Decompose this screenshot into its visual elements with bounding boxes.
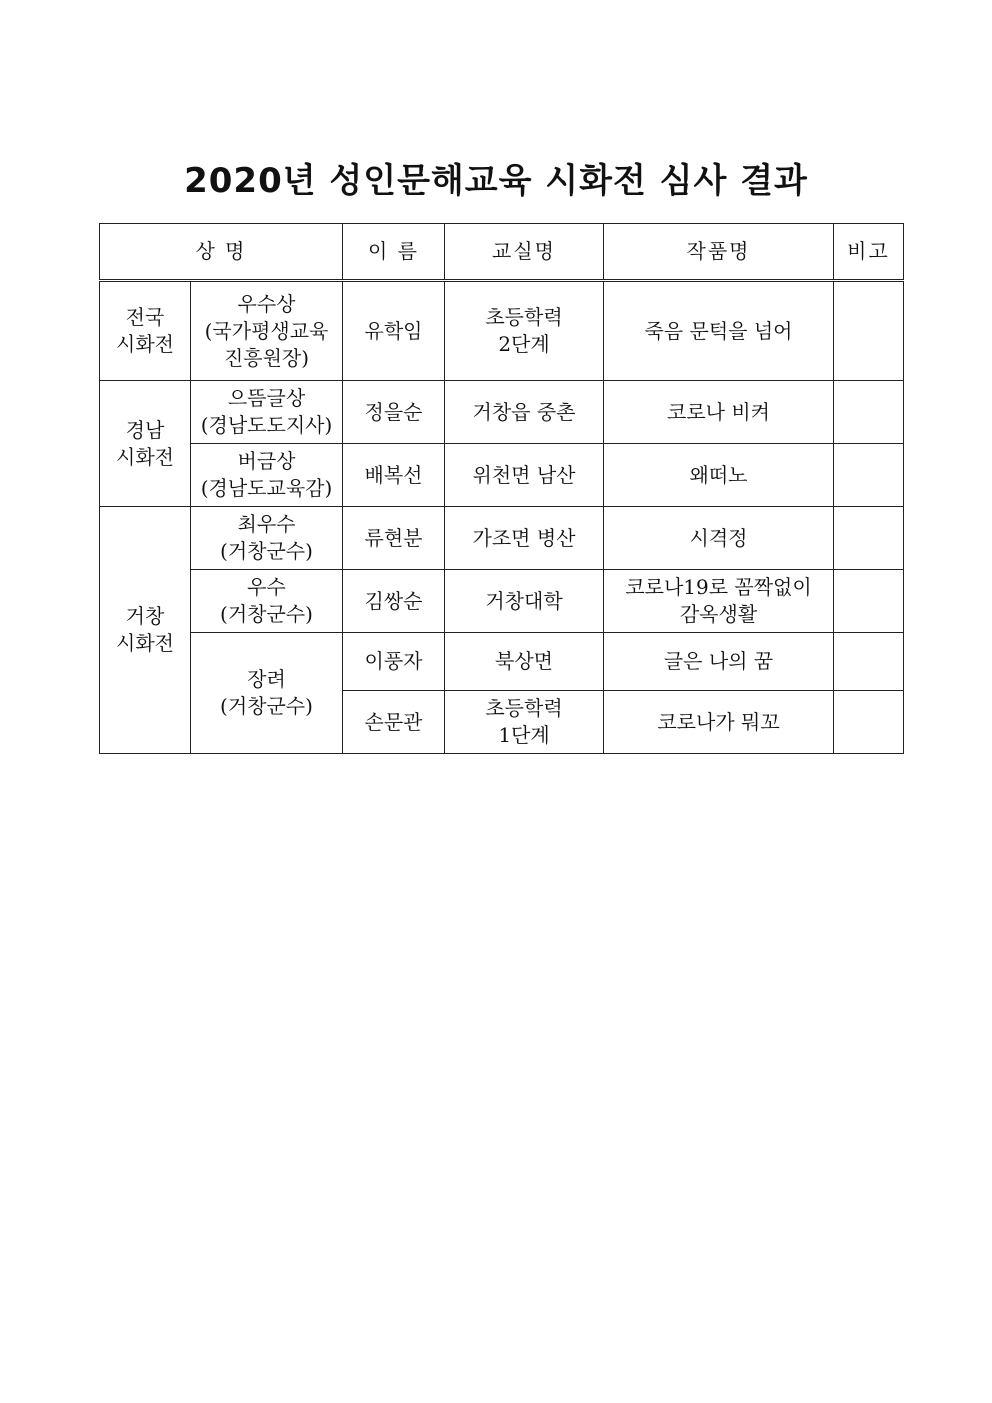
- award-cell: [191, 570, 343, 633]
- exhibition-cell: [100, 281, 191, 381]
- award-results-table: [99, 223, 904, 754]
- award-label: (국가평생교육: [204, 318, 329, 343]
- classroom-cell: [445, 691, 604, 754]
- award-label: 최우수: [237, 512, 296, 536]
- classroom-label: 북상면: [495, 649, 553, 673]
- classroom-label: 위천면 남산: [472, 462, 576, 487]
- classroom-cell: [445, 281, 604, 381]
- classroom-label: 1단계: [498, 723, 550, 747]
- header-award: 상 명: [100, 224, 343, 281]
- exhibition-cell: [100, 381, 191, 507]
- header-classroom: 교실명: [445, 224, 604, 281]
- exhibition-label: 전국: [125, 305, 165, 329]
- table-row: [100, 507, 904, 570]
- work-title: 죽음 문턱을 넘어: [644, 318, 793, 343]
- name-cell: 정을순: [343, 381, 445, 444]
- award-label: 우수상: [237, 291, 296, 316]
- award-label: 진흥원장): [223, 345, 310, 370]
- name-cell: 이풍자: [343, 633, 445, 691]
- work-cell: [604, 381, 834, 444]
- work-cell: [604, 444, 834, 507]
- work-cell: [604, 570, 834, 633]
- award-label: 으뜸글상: [227, 386, 306, 410]
- work-title: 감옥생활: [679, 602, 758, 626]
- award-label: 우수: [247, 575, 286, 599]
- award-label: (경남도교육감): [200, 476, 333, 500]
- award-label: (거창군수): [220, 694, 313, 718]
- award-cell: [191, 381, 343, 444]
- name-cell: 배복선: [343, 444, 445, 507]
- award-cell: [191, 281, 343, 381]
- award-label: (거창군수): [220, 539, 313, 563]
- work-title: 코로나 비켜: [667, 399, 770, 424]
- award-label: (거창군수): [220, 602, 313, 626]
- exhibition-label: 시화전: [116, 444, 174, 469]
- work-cell: [604, 691, 834, 754]
- classroom-label: 거창읍 중촌: [472, 399, 576, 424]
- classroom-label: 2단계: [498, 332, 550, 356]
- table-row: [100, 570, 904, 633]
- table-row: [100, 281, 904, 381]
- classroom-label: 초등학력: [485, 305, 563, 329]
- award-label: 장려: [247, 667, 286, 691]
- work-title: 코로나19로 꼼짝없이: [625, 575, 812, 599]
- name-cell: 류현분: [343, 507, 445, 570]
- work-title: 코로나가 뭐꼬: [657, 709, 780, 734]
- exhibition-label: 시화전: [116, 332, 174, 356]
- table-header-row: [100, 224, 904, 281]
- classroom-cell: [445, 507, 604, 570]
- award-cell: [191, 507, 343, 570]
- header-work: 작품명: [604, 224, 834, 281]
- document-title: 2020년 성인문해교육 시화전 심사 결과: [184, 161, 808, 201]
- name-cell: 유학임: [343, 281, 445, 381]
- award-label: 버금상: [237, 449, 296, 473]
- work-cell: [604, 281, 834, 381]
- note-cell: [834, 570, 904, 633]
- classroom-cell: [445, 570, 604, 633]
- award-label: (경남도도지사): [200, 413, 333, 437]
- classroom-cell: [445, 381, 604, 444]
- exhibition-label: 거창: [125, 604, 165, 628]
- work-title: 시격정: [689, 525, 748, 550]
- note-cell: [834, 633, 904, 691]
- work-cell: [604, 633, 834, 691]
- exhibition-label: 경남: [125, 417, 165, 442]
- header-note: 비고: [834, 224, 904, 281]
- note-cell: [834, 507, 904, 570]
- classroom-label: 가조면 병산: [472, 525, 576, 550]
- classroom-cell: [445, 633, 604, 691]
- table-row: [100, 633, 904, 691]
- award-cell: [191, 633, 343, 754]
- table-row: [100, 381, 904, 444]
- name-cell: 김쌍순: [343, 570, 445, 633]
- header-name: 이 름: [343, 224, 445, 281]
- work-title: 왜떠노: [689, 462, 748, 487]
- note-cell: [834, 691, 904, 754]
- exhibition-cell: [100, 507, 191, 754]
- classroom-label: 초등학력: [485, 696, 563, 720]
- classroom-label: 거창대학: [485, 588, 563, 613]
- note-cell: [834, 381, 904, 444]
- classroom-cell: [445, 444, 604, 507]
- note-cell: [834, 281, 904, 381]
- award-cell: [191, 444, 343, 507]
- work-title: 글은 나의 꿈: [663, 649, 774, 673]
- name-cell: 손문관: [343, 691, 445, 754]
- work-cell: [604, 507, 834, 570]
- table-row: [100, 444, 904, 507]
- exhibition-label: 시화전: [116, 631, 174, 655]
- note-cell: [834, 444, 904, 507]
